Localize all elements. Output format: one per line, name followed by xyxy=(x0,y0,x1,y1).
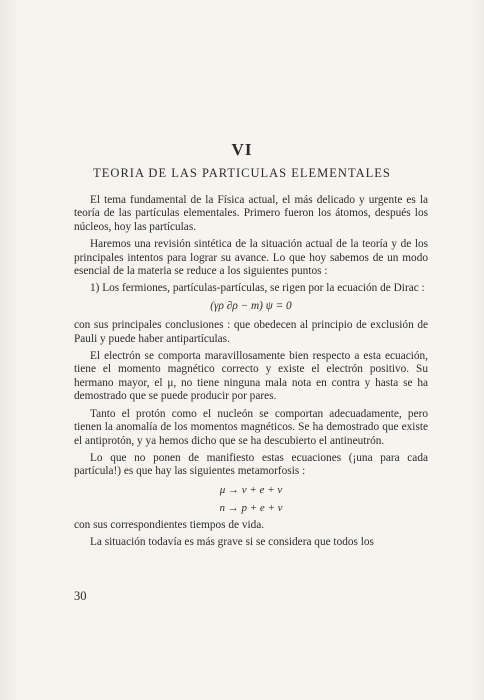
dirac-equation: (γρ ∂ρ − m) ψ = 0 xyxy=(210,299,292,312)
paragraph: La situación todavía es más grave si se considera que todos los xyxy=(90,536,374,549)
paragraph: 1) Los fermiones, partículas-partículas, se rigen por la ecuación de Dirac : xyxy=(90,282,425,295)
reaction-neutron: n → p + e + ν xyxy=(219,501,283,514)
paragraph: Haremos una revisión sintética de la situación actual de la teoría y de los principales intentos para lograr su avance. Lo que hoy sabemos de un modo esencial de la materia se reduce a los siguientes puntos : xyxy=(74,238,428,278)
paragraph: Lo que no ponen de manifiesto estas ecuaciones (¡una para cada partícula!) es que hay las siguientes metamorfosis : xyxy=(74,451,428,478)
paragraph: con sus correspondientes tiempos de vida. xyxy=(74,518,265,531)
chapter-title: TEORIA DE LAS PARTICULAS ELEMENTALES xyxy=(93,166,391,180)
page-number: 30 xyxy=(74,589,87,603)
reaction-muon: μ → ν + e + ν xyxy=(219,483,283,496)
paragraph: Tanto el protón como el nucleón se comportan adecuadamente, pero tienen la anomalía de los momentos magnéticos. Se ha demostrado que existe el antiprotón, y ya hemos dicho que se ha descubierto el antineutrón. xyxy=(74,407,428,447)
paragraph: con sus principales conclusiones : que obedecen al principio de exclusión de Pauli y puede haber antipartículas. xyxy=(74,319,428,345)
chapter-number: VI xyxy=(231,140,253,159)
body-text xyxy=(74,194,428,550)
paragraph: El electrón se comporta maravillosamente bien respecto a esta ecuación, tiene el momento magnético correcto y existe el electrón positivo. Su hermano mayor, el μ, no tiene ninguna mala nota en contra y hasta se ha demostrado que se puede producir por pares. xyxy=(74,350,428,403)
paragraph: El tema fundamental de la Física actual, el más delicado y urgente es la teoría de las partículas elementales. Primero fueron los átomos, después los núcleos, hoy las partículas. xyxy=(74,194,428,233)
